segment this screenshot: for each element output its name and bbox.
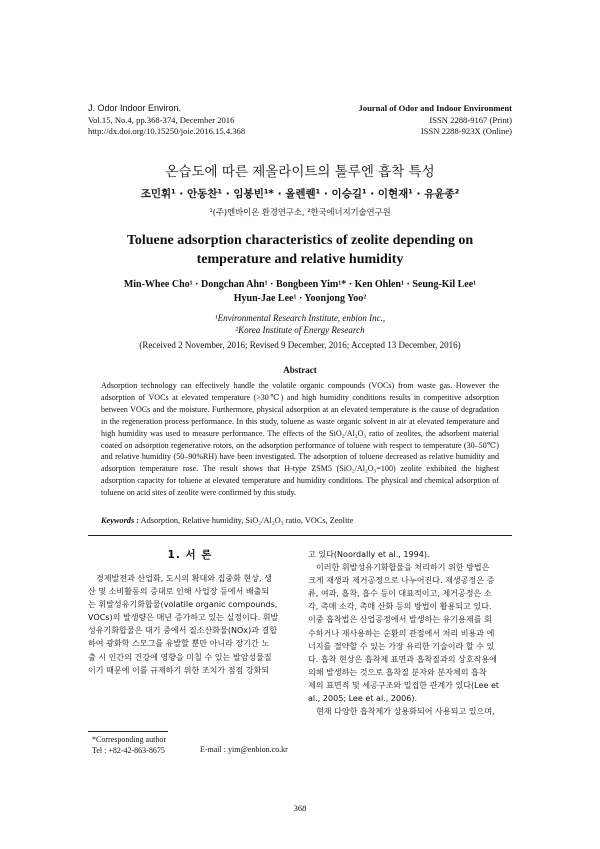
journal-short-name: J. Odor Indoor Environ. — [88, 103, 182, 113]
footnote-divider — [88, 731, 168, 732]
body-text-line: 고 있다(Noordally et al., 1994). — [308, 550, 430, 559]
body-text-line: 너지를 절약할 수 있는 가장 유리한 기술이라 할 수 있 — [308, 641, 495, 651]
abstract-body: Adsorption technology can effectively handle the volatile organic compounds (VOCs) from waste gas. However the adsorption of VOCs at elevated temperature (>30℃) and high humidity conditions results in competitive adsorption between VOCs and the moisture. Furthermore, physical adsorption at an elevated temperature is the cause of degradation in the regeneration process performance. In this study, toluene as waste organic solvent in air at elevated temperature and high humidity was used to measure performance. The effects of the SiO₂/Al₂O₃ ratio of zeolites, the adsorbent material coated on adsorption regenerative rotors, on the adsorption performance of toluene with respect to temperature (30–50℃) and relative humidity (50–90%RH) have been investigated. The adsorption of toluene decreased as relative humidity and adsorption temperature rose. The result shows that H-type ZSM5 (SiO₂/Al₂O₃=100) zeolite exhibited the highest adsorption capacity for toluene at elevated temperature and humidity conditions. The physical and chemical adsorption of toluene on acid sites of zeolite were confirmed by this study. — [101, 381, 499, 498]
footnote-tel: Tel : +82-42-863-8675 — [92, 746, 165, 755]
affiliation-1: ¹Environmental Research Institute, enbion Inc., — [214, 313, 386, 323]
abstract-heading: Abstract — [283, 365, 317, 375]
body-text-line: 이중 흡착법은 산업공정에서 발생하는 유기용제를 회 — [308, 615, 492, 625]
body-text-line: 성유기화합물은 대기 중에서 질소산화물(NOx)과 결합 — [88, 626, 278, 636]
volume-info: Vol.15, No.4, pp.368-374, December 2016 — [88, 114, 235, 125]
issn-online: ISSN 2288-923X (Online) — [420, 126, 512, 137]
body-text-line: 하여 광화학 스모그를 유발할 뿐만 아니라 장기간 노 — [88, 639, 270, 649]
english-authors — [90, 278, 510, 305]
body-text-line: 다. 흡착 현상은 흡착제 표면과 흡착질과의 상호작용에 — [308, 654, 497, 664]
issn-print: ISSN 2288-9167 (Print) — [429, 114, 512, 125]
received-dates: (Received 2 November, 2016; Revised 9 December, 2016; Accepted 13 December, 2016) — [139, 340, 461, 350]
abstract-divider — [88, 535, 512, 536]
body-text-line: 출 시 인간의 건강에 영향을 미칠 수 있는 발암성물질 — [88, 652, 272, 662]
korean-affiliations: ¹(주)엔바이온 환경연구소, ²한국에너지기술연구원 — [209, 207, 391, 217]
footnote-email[interactable]: E-mail : yim@enbion.co.kr — [200, 745, 288, 754]
korean-title: 온습도에 따른 제올라이트의 톨루엔 흡착 특성 — [165, 164, 435, 180]
body-text-line: 산 및 소비활동의 증대로 인해 사업장 등에서 배출되 — [88, 587, 270, 597]
page-number: 368 — [293, 803, 307, 813]
body-text-line: 경제발전과 산업화, 도시의 확대와 집중화 현상, 생 — [96, 574, 272, 583]
body-text-line: al., 2005; Lee et al., 2006). — [308, 694, 418, 704]
keywords — [101, 516, 499, 525]
english-authors-line1: Min-Whee Cho¹ · Dongchan Ahn¹ · Bongbeen Yim¹* · Ken Ohlen¹ · Seung-Kil Lee¹ — [123, 279, 477, 290]
korean-authors: 조민휘¹ · 안동찬¹ · 임봉빈¹* · 올렌퀜¹ · 이승길¹ · 이현재¹ · 유윤종² — [140, 188, 460, 200]
body-text-line: 이기 때문에 이를 규제하기 위한 조치가 점점 강화되 — [88, 665, 270, 675]
header-right — [358, 103, 512, 138]
section-heading-introduction: 1. 서 론 — [167, 549, 213, 561]
left-column-text — [88, 572, 292, 677]
body-text-line: 이러한 휘발성유기화합물을 처리하기 위한 방법은 — [316, 563, 490, 573]
body-text-line: 제의 표면적 및 세공구조와 밀접한 관계가 있다(Lee et — [308, 680, 500, 690]
affiliation-2: ²Korea Institute of Energy Research — [235, 325, 365, 335]
footnote — [92, 734, 166, 756]
body-text-line: 수하거나 재사용하는 순환의 관점에서 처리 비용과 에 — [308, 628, 495, 638]
body-text-line: 의해 발생하는 것으로 흡착질 분자와 분자체의 흡착 — [308, 667, 487, 677]
journal-full-name: Journal of Odor and Indoor Environment — [358, 103, 512, 113]
right-column-text — [308, 548, 512, 718]
doi-link[interactable]: http://dx.doi.org/10.15250/joie.2016.15.4.368 — [88, 126, 246, 137]
body-text-line: 는 휘발성유기화합물(volatile organic compounds, — [88, 600, 278, 610]
english-title: Toluene adsorption characteristics of zeolite depending on temperature and relative humidity — [126, 233, 474, 267]
english-authors-line2: Hyun-Jae Lee¹ · Yoonjong Yoo² — [233, 292, 367, 304]
body-text-line: 크게 재생과 제거공정으로 나누어진다. 재생공정은 증 — [308, 576, 495, 586]
body-text-line: 각, 촉매 소각, 촉매 산화 등의 방법이 활용되고 있다. — [308, 602, 492, 612]
body-text-line: 류, 여과, 흡착, 흡수 등이 대표적이고, 제거공정은 소 — [308, 589, 492, 599]
corresponding-author-label: *Corresponding author — [92, 735, 166, 744]
keywords-label: Keywords : — [101, 516, 140, 525]
keywords-list: Adsorption, Relative humidity, SiO₂/Al₂O₃ ratio, VOCs, Zeolite — [140, 516, 354, 525]
body-text-line: 현재 다양한 흡착제가 상용화되어 사용되고 있으며, — [316, 707, 495, 717]
body-text-line: VOCs)의 발생량은 매년 증가하고 있는 실정이다. 휘발 — [88, 613, 279, 623]
english-affiliations — [0, 312, 600, 336]
header-left — [88, 103, 245, 138]
